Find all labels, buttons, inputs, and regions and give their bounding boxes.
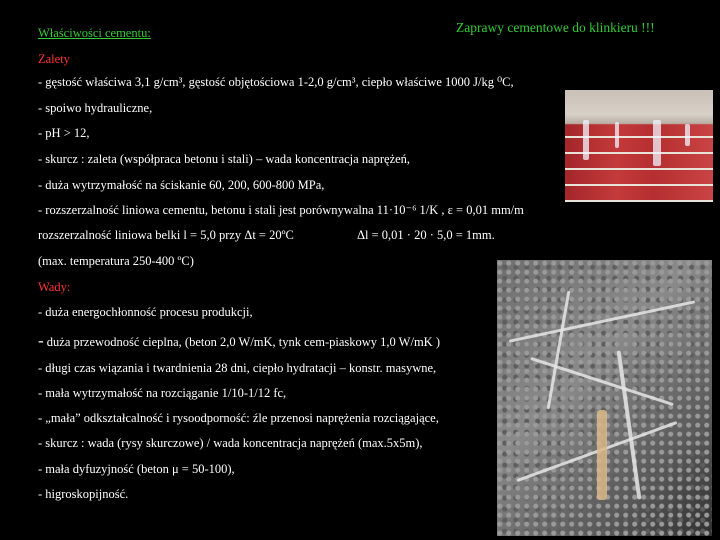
brick-wall-photo <box>565 90 713 202</box>
list-item: - rozszerzalność liniowa cementu, betonu i stali jest porównywalna 11·10⁻⁶ 1/K , ε = 0,01 mm/m <box>38 203 524 217</box>
list-item: - „mała” odkształcalność i rysoodporność: źle przenosi naprężenia rozciągające, <box>38 411 439 425</box>
list-item: - skurcz : wada (rysy skurczowe) / wada koncentracja naprężeń (max.5x5m), <box>38 436 423 450</box>
formula-text: rozszerzalność liniowa belki l = 5,0 przy Δt = 20ºC <box>38 228 294 242</box>
list-item: - pH > 12, <box>38 126 90 140</box>
list-item: (max. temperatura 250-400 ºC) <box>38 254 194 268</box>
bullet-dash: - <box>38 331 44 350</box>
advantages-label: Zalety <box>38 52 70 66</box>
list-item: - duża energochłonność procesu produkcji, <box>38 305 253 319</box>
disadvantages-label: Wady: <box>38 280 71 294</box>
cracked-concrete-photo <box>497 260 712 536</box>
list-item-text: duża przewodność cieplna, (beton 2,0 W/mK, tynk cem-piaskowy 1,0 W/mK ) <box>43 335 440 349</box>
list-item: - mała dyfuzyjność (beton μ = 50-100), <box>38 462 235 476</box>
list-item: - gęstość właściwa 3,1 g/cm³, gęstość objętościowa 1-2,0 g/cm³, ciepło właściwe 1000 J/kg ⁰C, <box>38 75 514 89</box>
list-item: - duża wytrzymałość na ściskanie 60, 200, 600-800 MPa, <box>38 178 325 192</box>
section-title: Właściwości cementu: <box>38 26 151 40</box>
list-item: - długi czas wiązania i twardnienia 28 dni, ciepło hydratacji – konstr. masywne, <box>38 361 437 375</box>
slide-title-right: Zaprawy cementowe do klinkieru !!! <box>456 20 655 35</box>
list-item: - mała wytrzymałość na rozciąganie 1/10-1/12 fc, <box>38 386 287 400</box>
formula-result: Δl = 0,01 · 20 · 5,0 = 1mm. <box>357 228 495 242</box>
list-item: - higroskopijność. <box>38 487 129 501</box>
list-item <box>38 333 440 350</box>
list-item: - spoiwo hydrauliczne, <box>38 101 153 115</box>
list-item: - skurcz : zaleta (współpraca betonu i stali) – wada koncentracja naprężeń, <box>38 152 411 166</box>
